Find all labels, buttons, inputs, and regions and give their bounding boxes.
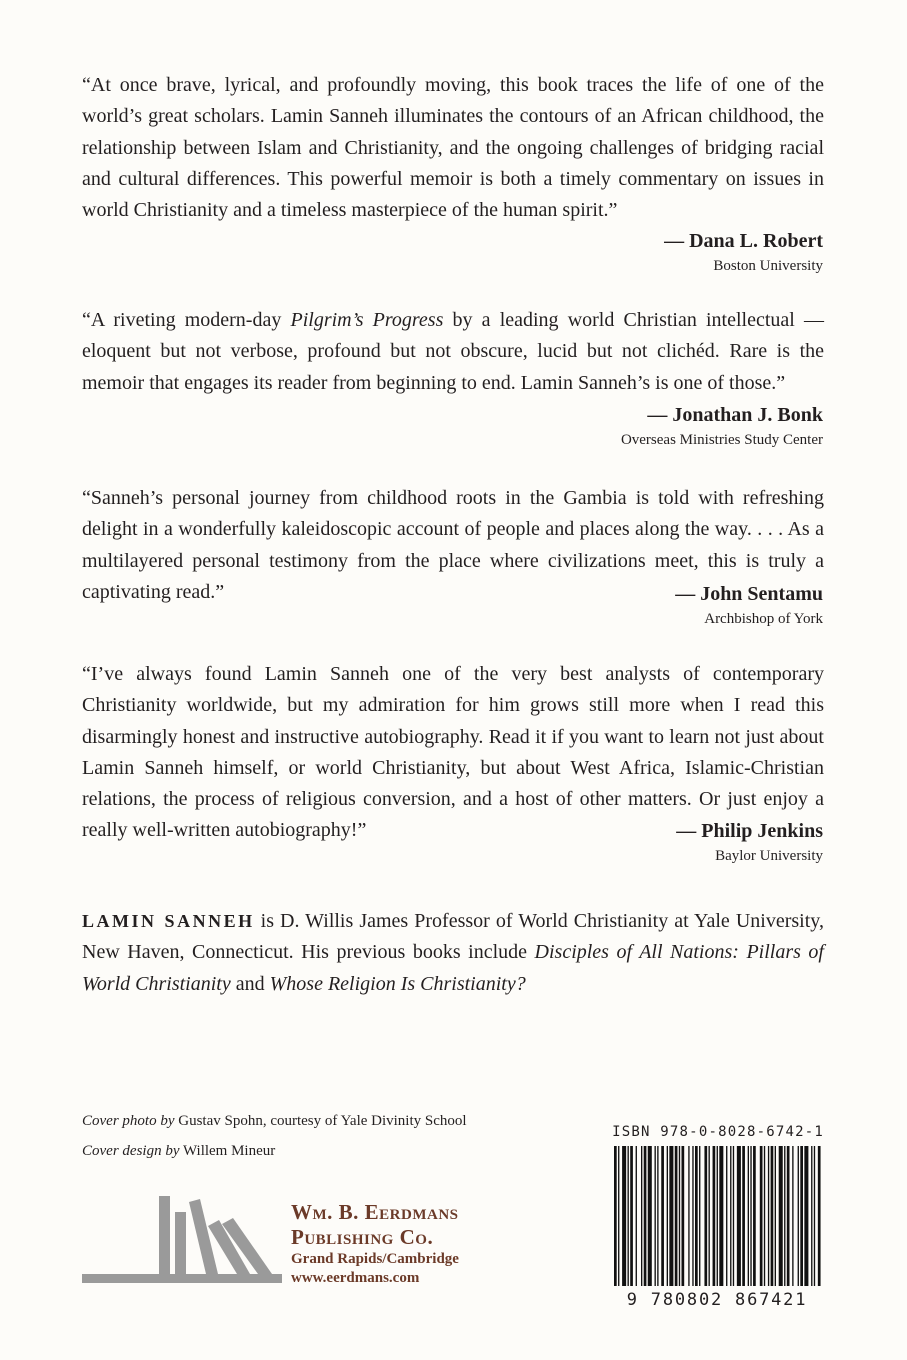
attribution-institution: Boston University — [713, 258, 823, 274]
barcode-bar — [784, 1146, 785, 1286]
publisher-name-line1: Wm. B. Eerdmans — [291, 1200, 459, 1224]
barcode-bar — [775, 1146, 776, 1286]
attribution-institution: Baylor University — [715, 848, 823, 864]
credit-label: Cover design by — [82, 1143, 180, 1159]
barcode-bar — [614, 1146, 617, 1286]
attribution-name: — Jonathan J. Bonk — [647, 404, 823, 426]
barcode-bar — [733, 1146, 734, 1286]
attribution-name: — Philip Jenkins — [676, 820, 823, 842]
barcode-bar — [753, 1146, 756, 1286]
attribution-jenkins — [676, 817, 823, 867]
bio-text: is D. Willis James Professor of World Christianity at Yale University, New Haven, Connecticut. His previous books include — [82, 910, 824, 964]
quote-text: “Sanneh’s personal journey from childhood roots in the Gambia is told with refreshing delight in a wonderfully kaleidoscopic account of people and places along the way. . . . As a multilayered personal testimony from the place where civilizations meet, this is truly a captivating read.” — [82, 487, 824, 603]
attribution-name: — Dana L. Robert — [664, 230, 823, 252]
attribution-robert — [664, 227, 823, 277]
attribution-name: — John Sentamu — [675, 583, 823, 605]
bio-conjunction: and — [230, 972, 270, 995]
barcode-bar — [644, 1146, 647, 1286]
publisher-block — [291, 1200, 459, 1288]
attribution-sentamu — [675, 580, 823, 630]
credit-value: Gustav Spohn, courtesy of Yale Divinity School — [174, 1113, 467, 1129]
barcode-bar — [748, 1146, 749, 1286]
quote-text: “I’ve always found Lamin Sanneh one of the very best analysts of contemporary Christianity worldwide, but my admiration for him grows still more when I read this disarmingly honest and instructive autobiography. Read it if you want to learn not just about Lamin Sanneh himself, or world Christianity, but about West Africa, Islamic-Christian relations, the process of religious conversion, and a host of other matters. Or just enjoy a really well-written autobiography!” — [82, 663, 824, 842]
barcode-bar — [800, 1146, 803, 1286]
barcode-bar — [771, 1146, 774, 1286]
barcode-bar — [641, 1146, 642, 1286]
author-name: LAMIN SANNEH — [82, 911, 255, 931]
publisher-website: www.eerdmans.com — [291, 1270, 420, 1286]
barcode-bar — [655, 1146, 656, 1286]
barcode-bar — [804, 1146, 808, 1286]
barcode-bar — [679, 1146, 680, 1286]
author-bio — [82, 906, 824, 1000]
quote-text-post: by a leading world Christian intellectual — eloquent but not verbose, profound but not obscure, lucid but not clichéd. Rare is the memoir that engages its reader from beginning to end. Lamin Sanneh’s is one of those.” — [82, 309, 824, 394]
barcode-bar — [737, 1146, 741, 1286]
barcode-bar — [760, 1146, 763, 1286]
author-bio-text — [82, 906, 824, 1000]
barcode-bar — [636, 1146, 637, 1286]
barcode-bar — [648, 1146, 652, 1286]
barcode-bar — [657, 1146, 658, 1286]
quote-bonk — [82, 305, 824, 399]
barcode-bar — [713, 1146, 716, 1286]
attribution-institution: Archbishop of York — [704, 611, 823, 627]
barcode-bar — [704, 1146, 707, 1286]
barcode-bar — [618, 1146, 619, 1286]
cover-design-credit — [82, 1140, 275, 1162]
publisher-location: Grand Rapids/Cambridge — [291, 1251, 459, 1267]
barcode-bar — [682, 1146, 685, 1286]
barcode-bar — [726, 1146, 727, 1286]
barcode-bar — [792, 1146, 793, 1286]
isbn-label: ISBN 978-0-8028-6742-1 — [612, 1124, 824, 1140]
barcode-bar — [750, 1146, 751, 1286]
attribution-institution: Overseas Ministries Study Center — [620, 432, 823, 448]
barcode-bar — [779, 1146, 783, 1286]
quote-text: “At once brave, lyrical, and profoundly moving, this book traces the life of one of the world’s great scholars. Lamin Sanneh illuminates the contours of an African childhood, the relationship between Islam and Christianity, and the ongoing challenges of bridging racial and cultural differences. This powerful memoir is both a timely commentary on issues in world Christianity and a timeless masterpiece of the human spirit.” — [82, 74, 824, 222]
barcode-bar — [661, 1146, 664, 1286]
barcode-number: 9 780802 867421 — [626, 1290, 808, 1310]
barcode-bar — [730, 1146, 731, 1286]
barcode-bar — [628, 1146, 629, 1286]
barcode-bar — [818, 1146, 821, 1286]
barcode-bar — [742, 1146, 745, 1286]
barcode-bar — [709, 1146, 710, 1286]
barcode-bar — [667, 1146, 668, 1286]
book-title: Disciples of All Nations: Pillars of World Christianity — [82, 941, 824, 995]
credit-label: Cover photo by — [82, 1113, 175, 1129]
publisher-name-line2: Publishing Co. — [291, 1225, 434, 1249]
publisher-logo-icon — [82, 1188, 282, 1288]
barcode-bar — [787, 1146, 790, 1286]
barcode-bar — [798, 1146, 799, 1286]
barcode-bar — [764, 1146, 765, 1286]
barcode-bar — [717, 1146, 718, 1286]
barcode-bar — [669, 1146, 673, 1286]
attribution-bonk — [621, 401, 823, 451]
barcode-bar — [814, 1146, 815, 1286]
barcode-bar — [675, 1146, 678, 1286]
barcode-bar — [688, 1146, 689, 1286]
credit-value: Willem Mineur — [179, 1143, 276, 1159]
book-title: Whose Religion Is Christianity? — [269, 972, 526, 995]
barcode-bar — [692, 1146, 693, 1286]
quote-robert — [82, 70, 824, 226]
quote-text-pre: “A riveting modern-day — [82, 309, 291, 331]
barcode-icon — [610, 1146, 824, 1286]
barcode-bar — [768, 1146, 769, 1286]
barcode-bar — [699, 1146, 700, 1286]
barcode-bar — [630, 1146, 633, 1286]
cover-photo-credit — [82, 1110, 467, 1132]
barcode-bar — [811, 1146, 812, 1286]
barcode-bar — [719, 1146, 723, 1286]
barcode-bar — [622, 1146, 626, 1286]
barcode-bar — [695, 1146, 698, 1286]
quote-text — [82, 305, 824, 399]
quote-title-italic: Pilgrim’s Progress — [290, 309, 444, 331]
